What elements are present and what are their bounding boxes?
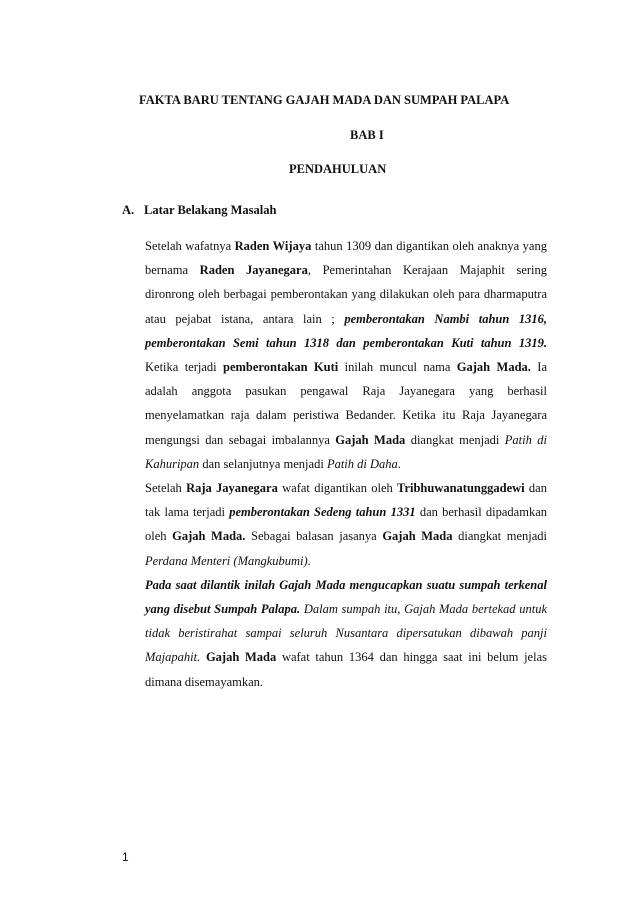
section-title: Latar Belakang Masalah: [144, 203, 277, 217]
text-run: Ketika terjadi: [145, 360, 224, 375]
text-run: diangkat menjadi: [405, 432, 505, 447]
text-run: Raden Wijaya: [234, 239, 312, 253]
text-run: dan tak lama terjadi: [145, 481, 547, 520]
text-run: Setelah wafatnya: [145, 239, 235, 253]
text-run: Patih di Kahuripan: [145, 432, 547, 471]
section-body: [145, 234, 547, 694]
paragraph-2: [145, 476, 547, 573]
text-run: Gajah Mada: [205, 650, 277, 665]
text-run: wafat digantikan oleh: [277, 481, 398, 496]
text-run: Raja Jayanegara: [186, 481, 278, 496]
text-run: , Pemerintahan Kerajaan Majaphit sering dironrong oleh berbagai pemberontakan yang dilakukan oleh para dharmaputra atau pejabat istana, antara lain ;: [145, 263, 548, 326]
chapter-number: BAB I: [350, 128, 384, 142]
text-run: Patih di Daha: [326, 456, 398, 471]
text-run: Pada saat dilantik inilah Gajah Mada mengucapkan suatu sumpah terkenal yang disebut Sumpah Palapa.: [145, 577, 547, 617]
text-run: Gajah Mada: [335, 432, 406, 447]
section-letter: A.: [122, 203, 135, 217]
text-run: inilah muncul nama: [338, 360, 457, 375]
text-run: dan selanjutnya menjadi: [199, 456, 327, 471]
text-run: Gajah Mada.: [456, 360, 531, 375]
page-number: 1: [122, 850, 129, 864]
text-run: Dalam sumpah itu, Gajah Mada bertekad untuk tidak beristirahat sampai seluruh Nusantara dipersatukan dibawah panji Majapahit.: [145, 602, 547, 665]
text-run: Perdana Menteri (Mangkubumi).: [145, 553, 311, 568]
text-run: dan berhasil dipadamkan oleh: [145, 505, 547, 544]
text-run: Raden Jayanegara: [199, 263, 308, 278]
text-run: Tribhuwanatunggadewi: [397, 481, 525, 496]
text-run: Gajah Mada.: [172, 529, 246, 544]
text-run: wafat tahun 1364 dan hingga saat ini belum jelas dimana disemayamkan.: [145, 650, 547, 689]
document-title: FAKTA BARU TENTANG GAJAH MADA DAN SUMPAH PALAPA: [139, 93, 510, 107]
paragraph-1: [145, 234, 547, 476]
text-run: Ia adalah anggota pasukan pengawal Raja Jayanegara yang berhasil menyelamatkan raja dalam peristiwa Bedander. Ketika itu Raja Jayanegara mengungsi dan sebagai imbalannya: [145, 360, 548, 447]
text-run: Sebagai balasan jasanya: [245, 529, 383, 544]
text-run: pemberontakan Kuti: [223, 360, 339, 375]
chapter-title: PENDAHULUAN: [289, 162, 387, 176]
text-run: Gajah Mada: [382, 529, 453, 544]
text-run: diangkat menjadi: [452, 529, 547, 544]
text-run: pemberontakan Nambi tahun 1316, pemberontakan Semi tahun 1318 dan pemberontakan Kuti tahun 1319.: [145, 311, 547, 350]
text-run: Setelah: [145, 481, 187, 496]
section-heading: [122, 203, 276, 218]
paragraph-3: [145, 573, 547, 694]
text-run: pemberontakan Sedeng tahun 1331: [229, 505, 416, 520]
text-run: .: [397, 456, 401, 471]
text-run: tahun 1309 dan digantikan oleh anaknya yang bernama: [145, 239, 547, 278]
